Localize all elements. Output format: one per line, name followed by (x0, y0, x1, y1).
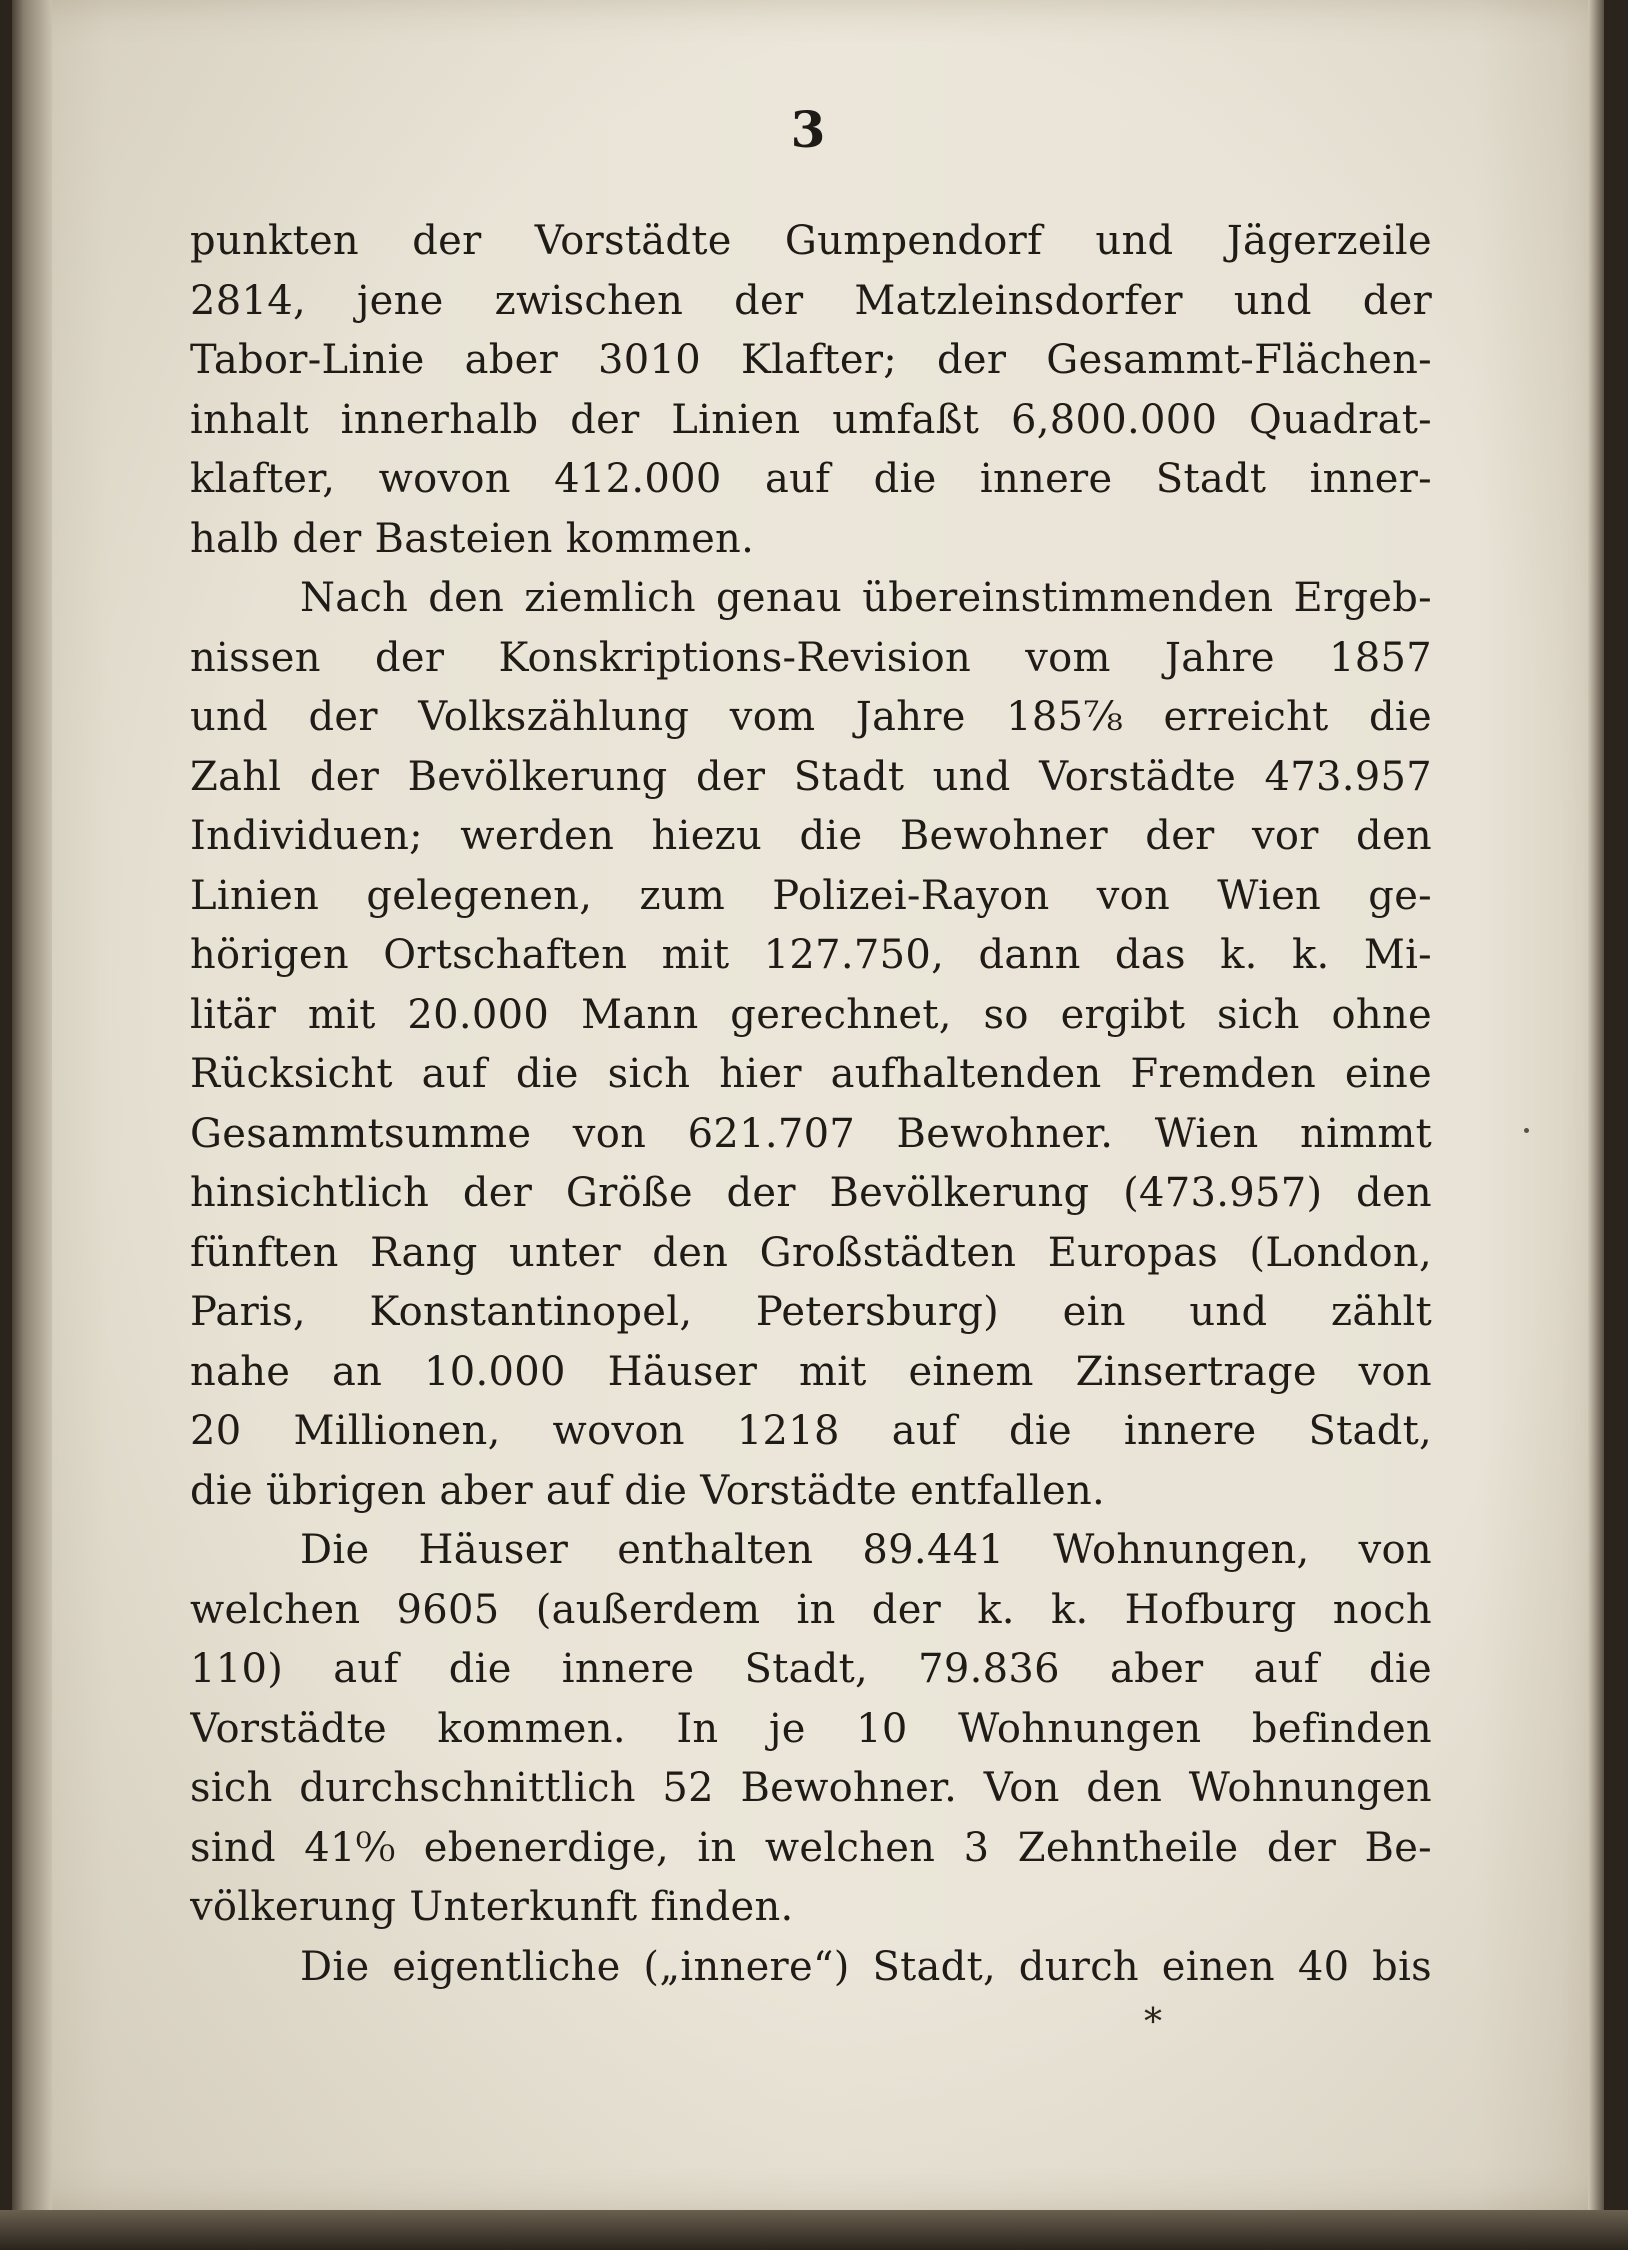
text-line: 110) auf die innere Stadt, 79.836 aber auf die (190, 1646, 1432, 1692)
bottom-edge (0, 2210, 1628, 2250)
text-line: nahe an 10.000 Häuser mit einem Zinsertrage von (190, 1348, 1432, 1395)
text-line: klafter, wovon 412.000 auf die innere Stadt inner- (190, 456, 1432, 502)
text-line: sich durchschnittlich 52 Bewohner. Von den Wohnungen (190, 1765, 1432, 1811)
text-line: Vorstädte kommen. In je 10 Wohnungen befinden (190, 1705, 1432, 1752)
text-line: punkten der Vorstädte Gumpendorf und Jägerzeile (190, 218, 1432, 264)
text-line: welchen 9605 (außerdem in der k. k. Hofburg noch (190, 1586, 1432, 1633)
page-number: 3 (790, 100, 826, 159)
text-line: Die Häuser enthalten 89.441 Wohnungen, von (300, 1527, 1432, 1573)
text-line: Nach den ziemlich genau übereinstimmenden Ergeb- (300, 575, 1432, 621)
body-text (190, 212, 1432, 1997)
text-line: Zahl der Bevölkerung der Stadt und Vorstädte 473.957 (190, 753, 1432, 800)
ink-speck (1524, 1128, 1529, 1133)
book-page (12, 0, 1604, 2210)
text-line: fünften Rang unter den Großstädten Europas (London, (190, 1229, 1432, 1276)
signature-mark: * (1144, 2002, 1162, 2043)
text-line: Gesammtsumme von 621.707 Bewohner. Wien nimmt (190, 1110, 1432, 1157)
text-line: Die eigentliche („innere“) Stadt, durch einen 40 bis (300, 1943, 1432, 1990)
text-line: Paris, Konstantinopel, Petersburg) ein und zählt (190, 1289, 1432, 1335)
text-line: und der Volkszählung vom Jahre 185⁷⁄₈ erreicht die (190, 694, 1432, 740)
text-line: hinsichtlich der Größe der Bevölkerung (473.957) den (190, 1170, 1432, 1216)
text-line: halb der Basteien kommen. (190, 515, 755, 562)
book-spine (12, 0, 52, 2210)
text-line: sind 41⁰⁄₀ ebenerdige, in welchen 3 Zehntheile der Be- (190, 1824, 1432, 1871)
text-line: Linien gelegenen, zum Polizei-Rayon von Wien ge- (190, 872, 1432, 919)
text-line: völkerung Unterkunft finden. (190, 1884, 794, 1930)
page-edge (1588, 0, 1604, 2210)
text-line: die übrigen aber auf die Vorstädte entfallen. (190, 1467, 1106, 1514)
text-line: 20 Millionen, wovon 1218 auf die innere Stadt, (190, 1408, 1432, 1454)
text-line: litär mit 20.000 Mann gerechnet, so ergibt sich ohne (190, 991, 1432, 1038)
text-line: 2814, jene zwischen der Matzleinsdorfer und der (190, 277, 1432, 324)
text-line: hörigen Ortschaften mit 127.750, dann das k. k. Mi- (190, 932, 1432, 978)
text-line: nissen der Konskriptions-Revision vom Jahre 1857 (190, 634, 1432, 681)
text-line: Individuen; werden hiezu die Bewohner der vor den (190, 813, 1432, 859)
text-line: Rücksicht auf die sich hier aufhaltenden Fremden eine (190, 1051, 1432, 1097)
text-line: Tabor-Linie aber 3010 Klafter; der Gesammt-Flächen- (190, 337, 1432, 383)
text-line: inhalt innerhalb der Linien umfaßt 6,800.000 Quadrat- (190, 396, 1432, 443)
